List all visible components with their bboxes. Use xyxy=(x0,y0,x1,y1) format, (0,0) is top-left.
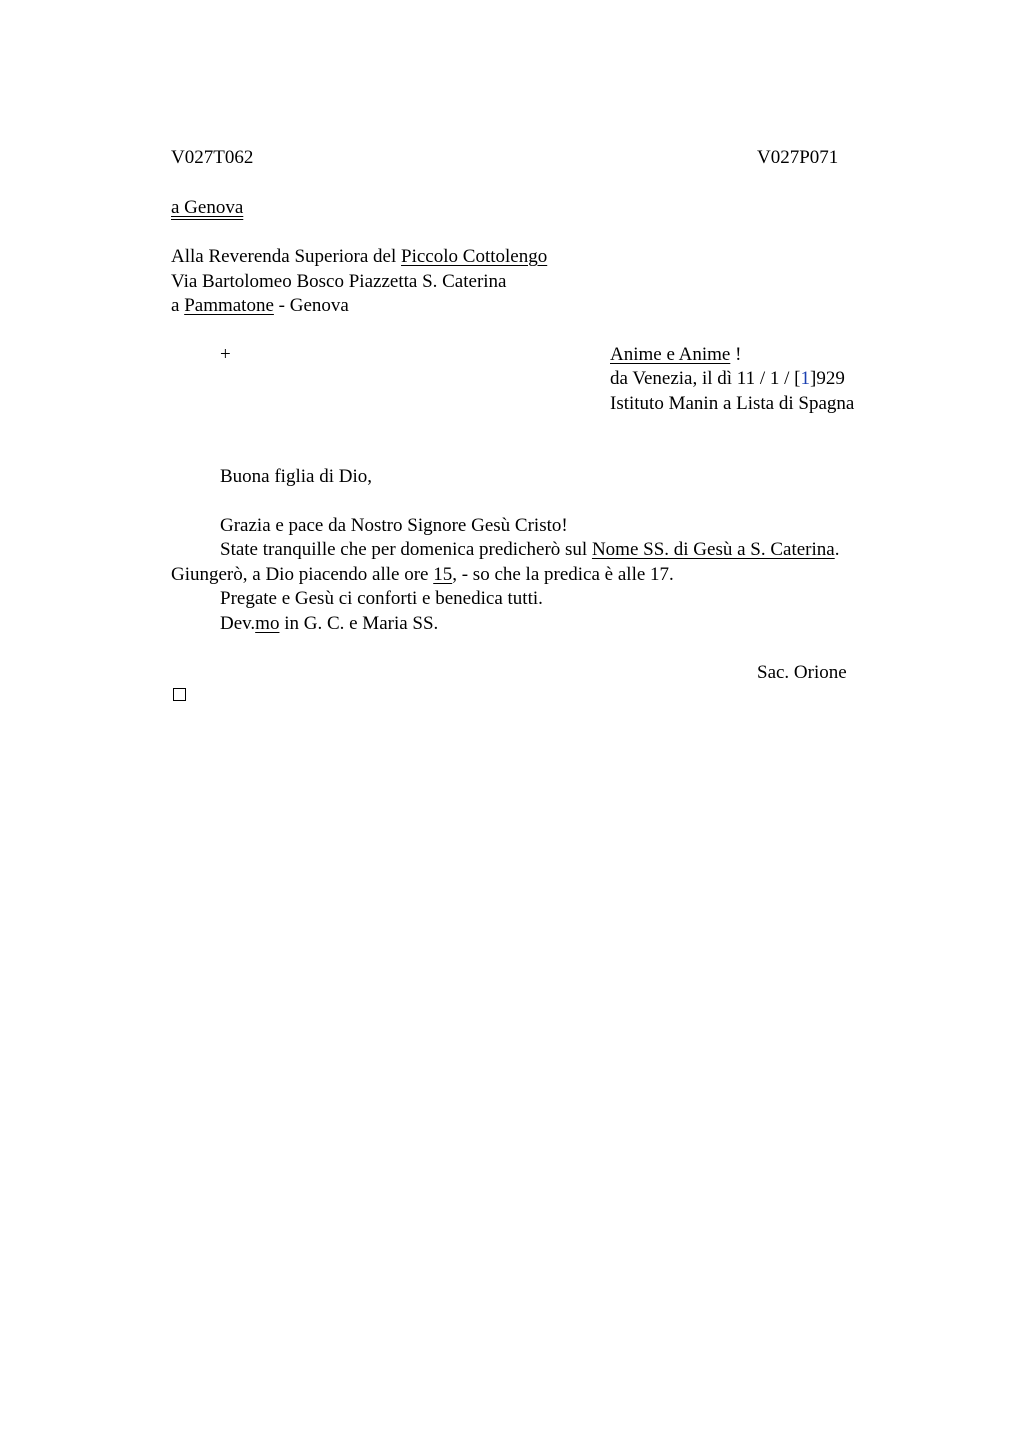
motto xyxy=(610,343,741,367)
end-marker-box-icon xyxy=(173,688,186,701)
institute-line: Istituto Manin a Lista di Spagna xyxy=(610,393,855,414)
cross-symbol: + xyxy=(220,344,231,365)
motto-text: Anime e Anime xyxy=(610,344,731,365)
document-code-left: V027T062 xyxy=(171,147,254,168)
body-line-5-suffix: in G. C. e Maria SS. xyxy=(279,613,439,634)
date-line xyxy=(610,367,845,391)
address-line-2: Via Bartolomeo Bosco Piazzetta S. Caterina xyxy=(171,271,507,292)
body-line-5 xyxy=(220,612,438,636)
date-bracket-open: [ xyxy=(794,368,801,389)
salutation: Buona figlia di Dio, xyxy=(220,466,372,487)
body-line-2-prefix: State tranquille che per domenica predicherò sul xyxy=(220,539,592,560)
date-bracket-digit: 1 xyxy=(800,368,810,389)
address-line-3 xyxy=(171,294,349,318)
motto-suffix: ! xyxy=(730,344,742,365)
body-line-3 xyxy=(171,563,674,587)
body-line-2-emphasis: Nome SS. di Gesù a S. Caterina xyxy=(591,539,835,560)
body-line-5-prefix: Dev. xyxy=(220,613,256,634)
body-line-4: Pregate e Gesù ci conforti e benedica tutti. xyxy=(220,588,543,609)
body-line-5-abbrev: mo xyxy=(255,613,280,634)
address-line-3-suffix: - Genova xyxy=(273,295,349,316)
date-suffix: 929 xyxy=(816,368,845,389)
date-prefix: da Venezia, il dì 11 / 1 / xyxy=(610,368,795,389)
body-line-2 xyxy=(220,538,839,562)
body-line-3-suffix: , - so che la predica è alle 17. xyxy=(452,564,674,585)
destination: a Genova xyxy=(171,197,244,218)
address-recipient-name: Piccolo Cottolengo xyxy=(401,246,548,267)
address-line-1-prefix: Alla Reverenda Superiora del xyxy=(171,246,402,267)
signature: Sac. Orione xyxy=(757,662,847,683)
body-line-3-prefix: Giungerò, a Dio piacendo alle ore xyxy=(171,564,434,585)
body-line-2-suffix: . xyxy=(834,539,840,560)
date-bracket-close: ] xyxy=(809,368,817,389)
address-place: Pammatone xyxy=(184,295,274,316)
document-code-right: V027P071 xyxy=(757,147,839,168)
body-line-1: Grazia e pace da Nostro Signore Gesù Cristo! xyxy=(220,515,568,536)
address-line-1 xyxy=(171,245,547,269)
address-line-3-prefix: a xyxy=(171,295,185,316)
body-line-3-hour: 15 xyxy=(433,564,453,585)
